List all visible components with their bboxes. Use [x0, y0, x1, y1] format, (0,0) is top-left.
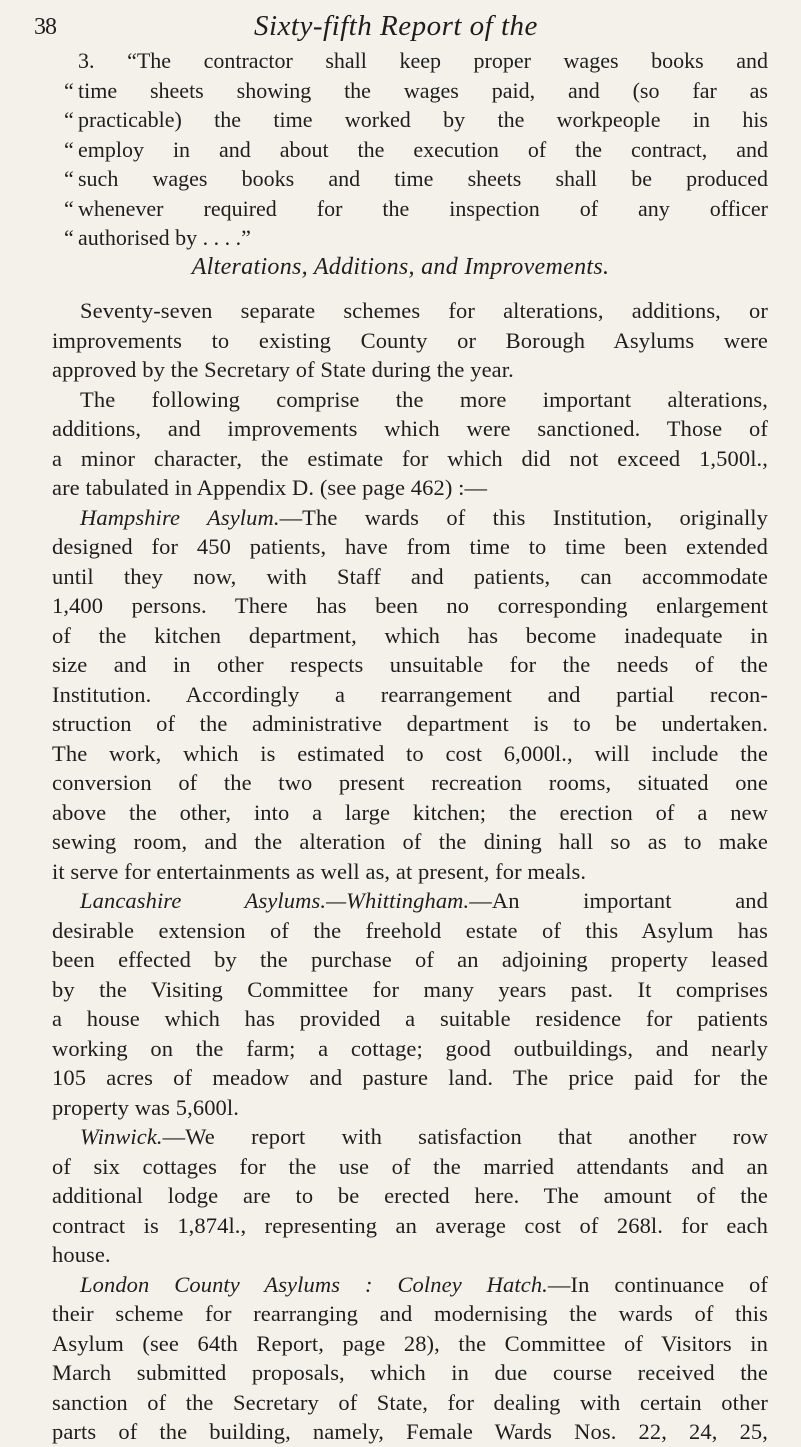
quote-line: 3. “The contractor shall keep proper wages books and — [78, 48, 768, 73]
text-line: sewing room, and the alteration of the dining hall so as to make — [52, 829, 768, 854]
text-line: it serve for entertainments as well as, at present, for meals. — [52, 858, 587, 884]
text-line: 1,400 persons. There has been no corresponding enlargement — [52, 593, 768, 618]
quote-line: “ such wages books and time sheets shall be produced — [78, 164, 768, 194]
contract-clause-quote — [64, 46, 768, 253]
text-line: Asylum (see 64th Report, page 28), the Committee of Visitors in — [52, 1330, 768, 1356]
running-title: Sixty-fifth Report of the — [254, 10, 538, 42]
paragraph-lead-hampshire: Hampshire Asylum. — [80, 504, 280, 530]
text-line: March submitted proposals, which in due course received the — [52, 1360, 768, 1385]
text-line: working on the farm; a cottage; good outbuildings, and nearly — [52, 1035, 768, 1061]
text-line: sanction of the Secretary of State, for dealing with certain other — [52, 1389, 768, 1415]
quote-line: “ employ in and about the execution of the contract, and — [78, 135, 768, 165]
text-line: additions, and improvements which were sanctioned. Those of — [52, 416, 768, 441]
text-line: conversion of the two present recreation rooms, situated one — [52, 770, 768, 795]
text-line: additional lodge are to be erected here. The amount of the — [52, 1183, 768, 1208]
text-line: by the Visiting Committee for many years past. It comprises — [52, 976, 768, 1002]
text-line: The following comprise the more important alterations, — [80, 386, 768, 412]
quote-line: “ authorised by . . . .” — [78, 223, 768, 253]
text-line: Institution. Accordingly a rearrangement and partial recon- — [52, 681, 768, 707]
text-line: house. — [52, 1242, 111, 1267]
section-heading: Alterations, Additions, and Improvements. — [191, 254, 610, 280]
quote-mark: “ — [64, 107, 74, 132]
page-header — [34, 8, 767, 48]
page-number: 38 — [34, 14, 56, 40]
quote-mark: “ — [64, 166, 74, 191]
text-line: improvements to existing County or Borough Asylums were — [52, 327, 768, 353]
quote-line: “ time sheets showing the wages paid, and (so far as — [78, 76, 768, 106]
text-line: struction of the administrative department is to be undertaken. — [52, 711, 768, 736]
text-line: Hampshire Asylum.—The wards of this Institution, originally — [80, 504, 769, 530]
text-line: property was 5,600l. — [52, 1094, 239, 1120]
quote-line: “ practicable) the time worked by the workpeople in his — [78, 105, 768, 135]
text-line: of six cottages for the use of the married attendants and an — [52, 1153, 768, 1179]
text-line: Winwick.—We report with satisfaction that another row — [80, 1124, 768, 1149]
paragraph-lead-london-county: London County Asylums : Colney Hatch. — [80, 1271, 548, 1297]
paragraph-lead-winwick: Winwick. — [80, 1124, 163, 1149]
quote-line: “ whenever required for the inspection of any officer — [78, 194, 768, 224]
paragraph-lead-lancashire: Lancashire Asylums.—Whittingham. — [80, 888, 470, 913]
text-line: contract is 1,874l., representing an average cost of 268l. for each — [52, 1212, 768, 1238]
quote-mark: “ — [64, 195, 74, 221]
text-line: been effected by the purchase of an adjoining property leased — [52, 947, 768, 972]
text-line: desirable extension of the freehold estate of this Asylum has — [52, 917, 768, 943]
text-line: of the kitchen department, which has become inadequate in — [52, 622, 768, 648]
text-line: above the other, into a large kitchen; the erection of a new — [52, 799, 768, 825]
quote-mark: “ — [64, 77, 74, 103]
text-line: approved by the Secretary of State during the year. — [52, 357, 514, 382]
text-line: their scheme for rearranging and modernising the wards of this — [52, 1301, 768, 1326]
text-line: until they now, with Staff and patients, can accommodate — [52, 563, 768, 589]
text-line: a house which has provided a suitable residence for patients — [52, 1006, 768, 1031]
text-line: 105 acres of meadow and pasture land. The price paid for the — [52, 1065, 768, 1090]
quote-mark: “ — [64, 225, 74, 250]
text-line: size and in other respects unsuitable for the needs of the — [52, 652, 768, 677]
text-line: parts of the building, namely, Female Wards Nos. 22, 24, 25, — [52, 1419, 768, 1444]
text-line: designed for 450 patients, have from time to time been extended — [52, 534, 768, 559]
quote-mark: “ — [64, 136, 74, 162]
text-line: are tabulated in Appendix D. (see page 462) :— — [52, 475, 488, 500]
text-line: London County Asylums : Colney Hatch.—In continuance of — [80, 1271, 768, 1297]
text-line: The work, which is estimated to cost 6,000l., will include the — [52, 740, 768, 766]
body-text — [52, 296, 768, 1447]
text-line: Seventy-seven separate schemes for alterations, additions, or — [80, 298, 768, 323]
text-line: a minor character, the estimate for which did not exceed 1,500l., — [52, 445, 768, 471]
text-line: Lancashire Asylums.—Whittingham.—An important and — [80, 888, 768, 913]
